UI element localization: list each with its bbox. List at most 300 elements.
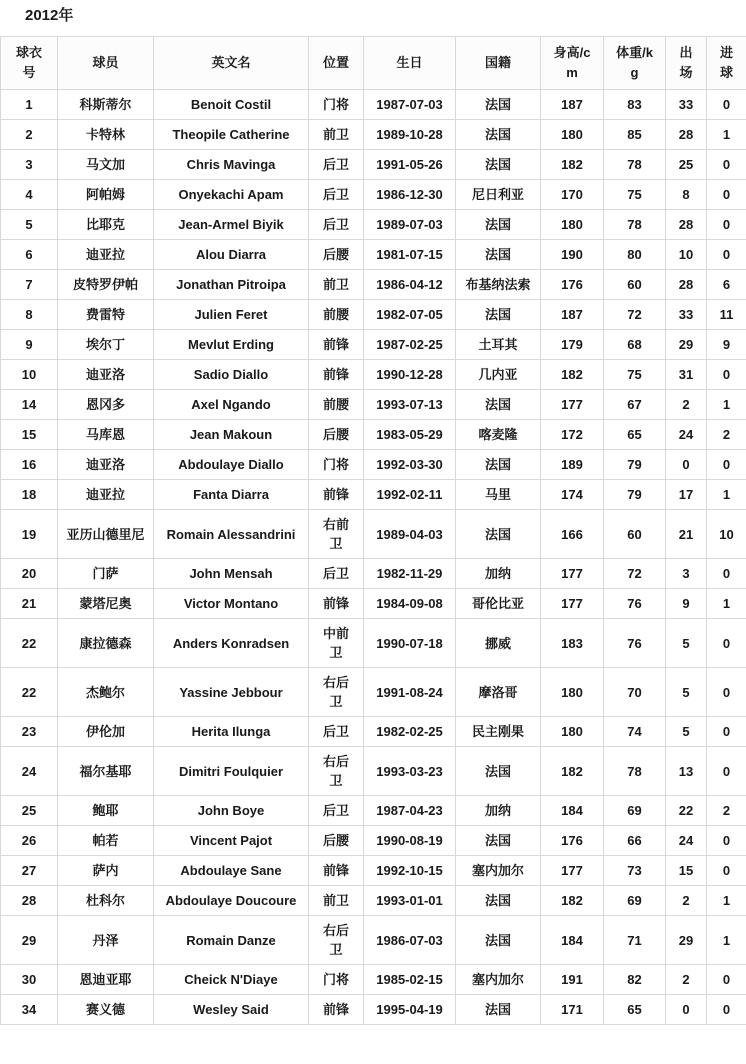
cell-en: Abdoulaye Doucoure [154, 886, 309, 916]
cell-apps: 24 [666, 420, 707, 450]
table-row [1, 390, 746, 420]
cell-weight: 75 [604, 180, 666, 210]
cell-en: Sadio Diallo [154, 360, 309, 390]
cell-goals: 0 [707, 856, 746, 886]
cell-pos: 前锋 [309, 330, 364, 360]
cell-pos: 后腰 [309, 826, 364, 856]
cell-goals: 0 [707, 210, 746, 240]
cell-player: 亚历山德里尼 [58, 510, 154, 559]
table-row [1, 450, 746, 480]
cell-goals: 1 [707, 390, 746, 420]
cell-no: 14 [1, 390, 58, 420]
cell-player: 帕若 [58, 826, 154, 856]
cell-weight: 70 [604, 668, 666, 717]
cell-goals: 0 [707, 450, 746, 480]
cell-apps: 5 [666, 619, 707, 668]
cell-weight: 78 [604, 150, 666, 180]
cell-birth: 1995-04-19 [364, 995, 456, 1025]
cell-nat: 法国 [456, 510, 541, 559]
column-header-goals: 进球 [707, 37, 746, 90]
table-row [1, 510, 746, 559]
cell-birth: 1992-03-30 [364, 450, 456, 480]
cell-apps: 28 [666, 120, 707, 150]
cell-en: Victor Montano [154, 589, 309, 619]
cell-en: Fanta Diarra [154, 480, 309, 510]
table-row [1, 330, 746, 360]
table-row [1, 150, 746, 180]
cell-pos: 后卫 [309, 150, 364, 180]
cell-no: 9 [1, 330, 58, 360]
cell-weight: 69 [604, 886, 666, 916]
cell-pos: 前锋 [309, 995, 364, 1025]
cell-no: 8 [1, 300, 58, 330]
cell-pos: 后卫 [309, 796, 364, 826]
cell-no: 24 [1, 747, 58, 796]
cell-en: Julien Feret [154, 300, 309, 330]
cell-en: Mevlut Erding [154, 330, 309, 360]
cell-nat: 马里 [456, 480, 541, 510]
cell-height: 177 [541, 390, 604, 420]
cell-weight: 68 [604, 330, 666, 360]
cell-weight: 60 [604, 270, 666, 300]
squad-table-header [1, 37, 746, 90]
cell-no: 20 [1, 559, 58, 589]
cell-no: 34 [1, 995, 58, 1025]
cell-height: 177 [541, 589, 604, 619]
column-header-apps: 出场 [666, 37, 707, 90]
cell-en: Anders Konradsen [154, 619, 309, 668]
cell-apps: 5 [666, 717, 707, 747]
cell-nat: 几内亚 [456, 360, 541, 390]
cell-nat: 尼日利亚 [456, 180, 541, 210]
cell-goals: 11 [707, 300, 746, 330]
cell-no: 18 [1, 480, 58, 510]
cell-weight: 78 [604, 747, 666, 796]
cell-apps: 10 [666, 240, 707, 270]
cell-weight: 60 [604, 510, 666, 559]
cell-nat: 法国 [456, 240, 541, 270]
cell-pos: 右后卫 [309, 747, 364, 796]
cell-goals: 0 [707, 360, 746, 390]
cell-height: 187 [541, 90, 604, 120]
cell-pos: 右后卫 [309, 916, 364, 965]
cell-player: 萨内 [58, 856, 154, 886]
cell-goals: 1 [707, 120, 746, 150]
cell-weight: 76 [604, 589, 666, 619]
cell-birth: 1991-05-26 [364, 150, 456, 180]
cell-pos: 后卫 [309, 210, 364, 240]
cell-birth: 1986-07-03 [364, 916, 456, 965]
cell-weight: 72 [604, 559, 666, 589]
cell-birth: 1992-10-15 [364, 856, 456, 886]
cell-height: 182 [541, 360, 604, 390]
cell-goals: 1 [707, 480, 746, 510]
cell-no: 7 [1, 270, 58, 300]
cell-height: 174 [541, 480, 604, 510]
cell-pos: 中前卫 [309, 619, 364, 668]
cell-goals: 1 [707, 916, 746, 965]
cell-nat: 挪威 [456, 619, 541, 668]
cell-nat: 法国 [456, 450, 541, 480]
cell-player: 福尔基耶 [58, 747, 154, 796]
cell-en: Axel Ngando [154, 390, 309, 420]
cell-weight: 80 [604, 240, 666, 270]
header-row [1, 37, 746, 90]
cell-weight: 79 [604, 450, 666, 480]
table-row [1, 668, 746, 717]
cell-apps: 33 [666, 300, 707, 330]
cell-en: Jean Makoun [154, 420, 309, 450]
cell-nat: 摩洛哥 [456, 668, 541, 717]
cell-nat: 法国 [456, 916, 541, 965]
cell-pos: 前腰 [309, 390, 364, 420]
cell-player: 比耶克 [58, 210, 154, 240]
cell-birth: 1982-11-29 [364, 559, 456, 589]
cell-nat: 塞内加尔 [456, 856, 541, 886]
cell-goals: 1 [707, 589, 746, 619]
cell-no: 30 [1, 965, 58, 995]
cell-pos: 右前卫 [309, 510, 364, 559]
cell-height: 189 [541, 450, 604, 480]
cell-weight: 76 [604, 619, 666, 668]
cell-pos: 门将 [309, 450, 364, 480]
cell-en: Jean-Armel Biyik [154, 210, 309, 240]
cell-goals: 0 [707, 240, 746, 270]
cell-en: Romain Danze [154, 916, 309, 965]
cell-player: 恩迪亚耶 [58, 965, 154, 995]
cell-player: 阿帕姆 [58, 180, 154, 210]
cell-pos: 前卫 [309, 886, 364, 916]
cell-pos: 前锋 [309, 589, 364, 619]
cell-apps: 13 [666, 747, 707, 796]
column-header-birth: 生日 [364, 37, 456, 90]
table-row [1, 747, 746, 796]
cell-goals: 0 [707, 90, 746, 120]
cell-nat: 法国 [456, 826, 541, 856]
cell-goals: 6 [707, 270, 746, 300]
table-row [1, 240, 746, 270]
cell-height: 171 [541, 995, 604, 1025]
cell-no: 2 [1, 120, 58, 150]
cell-pos: 前锋 [309, 360, 364, 390]
cell-birth: 1981-07-15 [364, 240, 456, 270]
cell-no: 10 [1, 360, 58, 390]
table-row [1, 826, 746, 856]
cell-nat: 法国 [456, 390, 541, 420]
cell-goals: 1 [707, 886, 746, 916]
squad-table [0, 36, 746, 1025]
cell-apps: 22 [666, 796, 707, 826]
cell-height: 184 [541, 796, 604, 826]
column-header-pos: 位置 [309, 37, 364, 90]
cell-en: Herita Ilunga [154, 717, 309, 747]
cell-apps: 24 [666, 826, 707, 856]
cell-apps: 2 [666, 390, 707, 420]
cell-en: Chris Mavinga [154, 150, 309, 180]
cell-height: 191 [541, 965, 604, 995]
cell-pos: 前锋 [309, 480, 364, 510]
cell-height: 187 [541, 300, 604, 330]
table-row [1, 559, 746, 589]
cell-apps: 2 [666, 965, 707, 995]
cell-birth: 1993-01-01 [364, 886, 456, 916]
cell-en: Cheick N'Diaye [154, 965, 309, 995]
cell-weight: 73 [604, 856, 666, 886]
cell-birth: 1985-02-15 [364, 965, 456, 995]
cell-no: 26 [1, 826, 58, 856]
cell-no: 4 [1, 180, 58, 210]
cell-en: Benoit Costil [154, 90, 309, 120]
cell-en: Onyekachi Apam [154, 180, 309, 210]
cell-player: 皮特罗伊帕 [58, 270, 154, 300]
cell-birth: 1982-02-25 [364, 717, 456, 747]
cell-no: 5 [1, 210, 58, 240]
cell-en: Jonathan Pitroipa [154, 270, 309, 300]
page-title: 2012年 [25, 7, 74, 24]
cell-player: 丹泽 [58, 916, 154, 965]
cell-height: 182 [541, 886, 604, 916]
table-row [1, 995, 746, 1025]
cell-pos: 前腰 [309, 300, 364, 330]
cell-weight: 78 [604, 210, 666, 240]
cell-pos: 后卫 [309, 180, 364, 210]
cell-apps: 5 [666, 668, 707, 717]
cell-birth: 1989-04-03 [364, 510, 456, 559]
cell-birth: 1989-10-28 [364, 120, 456, 150]
cell-pos: 右后卫 [309, 668, 364, 717]
cell-birth: 1984-09-08 [364, 589, 456, 619]
cell-no: 1 [1, 90, 58, 120]
cell-nat: 法国 [456, 886, 541, 916]
cell-weight: 69 [604, 796, 666, 826]
cell-apps: 15 [666, 856, 707, 886]
cell-weight: 79 [604, 480, 666, 510]
cell-player: 康拉德森 [58, 619, 154, 668]
cell-player: 马库恩 [58, 420, 154, 450]
cell-player: 门萨 [58, 559, 154, 589]
cell-nat: 加纳 [456, 559, 541, 589]
cell-player: 埃尔丁 [58, 330, 154, 360]
cell-goals: 0 [707, 180, 746, 210]
cell-weight: 85 [604, 120, 666, 150]
cell-weight: 74 [604, 717, 666, 747]
column-header-en: 英文名 [154, 37, 309, 90]
column-header-nat: 国籍 [456, 37, 541, 90]
cell-birth: 1991-08-24 [364, 668, 456, 717]
cell-height: 177 [541, 856, 604, 886]
cell-weight: 83 [604, 90, 666, 120]
cell-pos: 前卫 [309, 120, 364, 150]
cell-nat: 民主刚果 [456, 717, 541, 747]
cell-nat: 喀麦隆 [456, 420, 541, 450]
cell-birth: 1993-03-23 [364, 747, 456, 796]
cell-goals: 10 [707, 510, 746, 559]
cell-birth: 1990-08-19 [364, 826, 456, 856]
column-header-no: 球衣号 [1, 37, 58, 90]
cell-apps: 29 [666, 916, 707, 965]
cell-birth: 1989-07-03 [364, 210, 456, 240]
cell-weight: 82 [604, 965, 666, 995]
table-row [1, 420, 746, 450]
cell-height: 180 [541, 120, 604, 150]
cell-pos: 前锋 [309, 856, 364, 886]
cell-apps: 29 [666, 330, 707, 360]
column-header-height: 身高/cm [541, 37, 604, 90]
cell-nat: 法国 [456, 90, 541, 120]
cell-no: 23 [1, 717, 58, 747]
cell-birth: 1993-07-13 [364, 390, 456, 420]
cell-birth: 1983-05-29 [364, 420, 456, 450]
cell-no: 22 [1, 619, 58, 668]
cell-birth: 1987-07-03 [364, 90, 456, 120]
cell-en: Yassine Jebbour [154, 668, 309, 717]
cell-player: 科斯蒂尔 [58, 90, 154, 120]
cell-goals: 0 [707, 995, 746, 1025]
cell-nat: 法国 [456, 150, 541, 180]
table-row [1, 210, 746, 240]
cell-apps: 28 [666, 270, 707, 300]
cell-apps: 25 [666, 150, 707, 180]
cell-nat: 塞内加尔 [456, 965, 541, 995]
cell-pos: 后腰 [309, 240, 364, 270]
cell-no: 29 [1, 916, 58, 965]
cell-en: Alou Diarra [154, 240, 309, 270]
cell-player: 伊伦加 [58, 717, 154, 747]
cell-height: 184 [541, 916, 604, 965]
cell-pos: 门将 [309, 90, 364, 120]
column-header-player: 球员 [58, 37, 154, 90]
cell-birth: 1990-07-18 [364, 619, 456, 668]
cell-weight: 65 [604, 995, 666, 1025]
cell-height: 170 [541, 180, 604, 210]
cell-apps: 0 [666, 995, 707, 1025]
cell-weight: 67 [604, 390, 666, 420]
cell-nat: 法国 [456, 120, 541, 150]
cell-height: 180 [541, 717, 604, 747]
cell-height: 182 [541, 150, 604, 180]
cell-goals: 0 [707, 747, 746, 796]
cell-pos: 后卫 [309, 559, 364, 589]
table-row [1, 90, 746, 120]
table-row [1, 619, 746, 668]
cell-player: 迪亚拉 [58, 480, 154, 510]
cell-apps: 3 [666, 559, 707, 589]
cell-player: 马文加 [58, 150, 154, 180]
table-row [1, 270, 746, 300]
cell-goals: 2 [707, 420, 746, 450]
table-row [1, 300, 746, 330]
cell-weight: 72 [604, 300, 666, 330]
cell-no: 28 [1, 886, 58, 916]
cell-goals: 0 [707, 717, 746, 747]
cell-apps: 28 [666, 210, 707, 240]
cell-height: 190 [541, 240, 604, 270]
cell-goals: 0 [707, 559, 746, 589]
cell-weight: 65 [604, 420, 666, 450]
cell-pos: 前卫 [309, 270, 364, 300]
cell-nat: 法国 [456, 300, 541, 330]
cell-no: 25 [1, 796, 58, 826]
cell-height: 183 [541, 619, 604, 668]
cell-player: 蒙塔尼奥 [58, 589, 154, 619]
cell-no: 19 [1, 510, 58, 559]
cell-goals: 0 [707, 668, 746, 717]
cell-apps: 21 [666, 510, 707, 559]
cell-player: 迪亚拉 [58, 240, 154, 270]
cell-en: Romain Alessandrini [154, 510, 309, 559]
cell-pos: 后腰 [309, 420, 364, 450]
table-row [1, 180, 746, 210]
table-row [1, 480, 746, 510]
cell-en: Abdoulaye Sane [154, 856, 309, 886]
cell-apps: 2 [666, 886, 707, 916]
table-row [1, 886, 746, 916]
cell-no: 22 [1, 668, 58, 717]
cell-height: 182 [541, 747, 604, 796]
cell-player: 赛义德 [58, 995, 154, 1025]
table-row [1, 717, 746, 747]
cell-no: 3 [1, 150, 58, 180]
cell-birth: 1982-07-05 [364, 300, 456, 330]
cell-player: 恩冈多 [58, 390, 154, 420]
cell-birth: 1987-04-23 [364, 796, 456, 826]
table-row [1, 360, 746, 390]
table-row [1, 796, 746, 826]
cell-player: 卡特林 [58, 120, 154, 150]
cell-height: 166 [541, 510, 604, 559]
cell-no: 27 [1, 856, 58, 886]
column-header-weight: 体重/kg [604, 37, 666, 90]
cell-player: 迪亚洛 [58, 450, 154, 480]
table-row [1, 965, 746, 995]
cell-en: Theopile Catherine [154, 120, 309, 150]
cell-en: Abdoulaye Diallo [154, 450, 309, 480]
cell-nat: 法国 [456, 995, 541, 1025]
cell-apps: 33 [666, 90, 707, 120]
cell-apps: 17 [666, 480, 707, 510]
cell-pos: 后卫 [309, 717, 364, 747]
cell-player: 鲍耶 [58, 796, 154, 826]
cell-goals: 9 [707, 330, 746, 360]
cell-nat: 布基纳法索 [456, 270, 541, 300]
cell-no: 6 [1, 240, 58, 270]
cell-player: 杜科尔 [58, 886, 154, 916]
table-row [1, 589, 746, 619]
cell-apps: 9 [666, 589, 707, 619]
cell-no: 16 [1, 450, 58, 480]
table-row [1, 856, 746, 886]
cell-weight: 75 [604, 360, 666, 390]
cell-en: Wesley Said [154, 995, 309, 1025]
cell-birth: 1986-12-30 [364, 180, 456, 210]
cell-birth: 1987-02-25 [364, 330, 456, 360]
cell-apps: 0 [666, 450, 707, 480]
cell-player: 费雷特 [58, 300, 154, 330]
cell-height: 180 [541, 668, 604, 717]
cell-nat: 法国 [456, 747, 541, 796]
cell-player: 迪亚洛 [58, 360, 154, 390]
cell-goals: 0 [707, 150, 746, 180]
cell-en: Dimitri Foulquier [154, 747, 309, 796]
cell-nat: 土耳其 [456, 330, 541, 360]
cell-en: Vincent Pajot [154, 826, 309, 856]
cell-goals: 0 [707, 619, 746, 668]
cell-no: 21 [1, 589, 58, 619]
cell-nat: 哥伦比亚 [456, 589, 541, 619]
cell-player: 杰鲍尔 [58, 668, 154, 717]
cell-weight: 71 [604, 916, 666, 965]
cell-nat: 加纳 [456, 796, 541, 826]
